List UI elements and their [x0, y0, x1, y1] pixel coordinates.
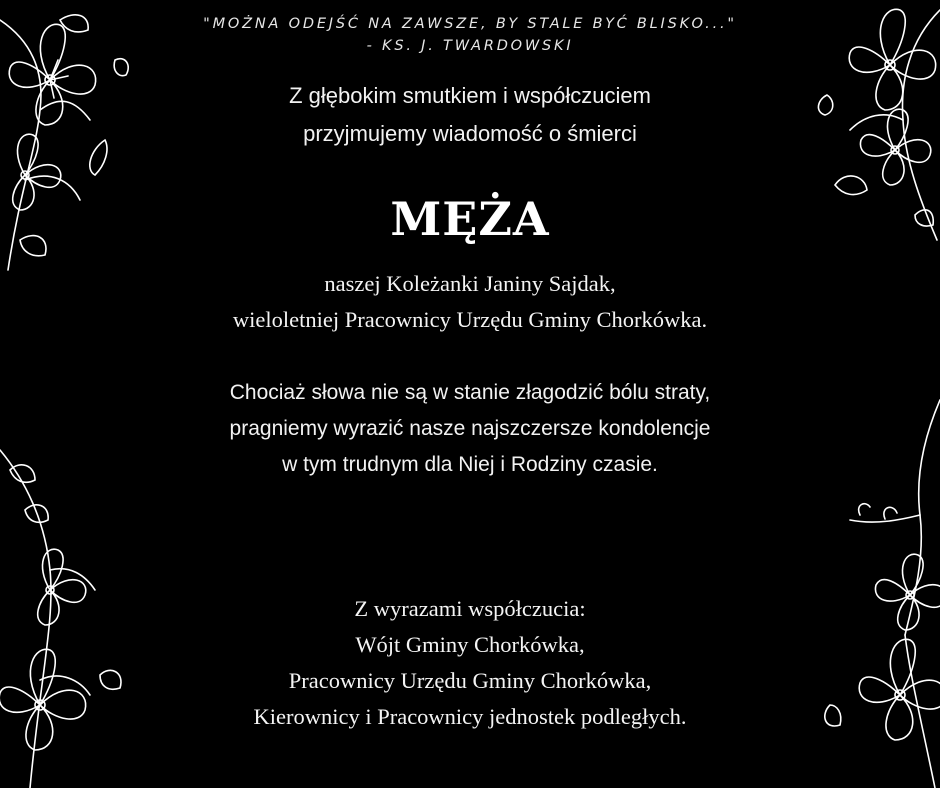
quote-author: - KS. J. TWARDOWSKI [366, 38, 574, 54]
quote-text: "MOŻNA ODEJŚĆ NA ZAWSZE, BY STALE BYĆ BLISKO..." [203, 16, 737, 32]
person-block [0, 266, 940, 338]
signature-line-2: Wójt Gminy Chorkówka, [355, 632, 585, 657]
intro-block [0, 77, 940, 153]
intro-line-2: przyjmujemy wiadomość o śmierci [303, 121, 637, 146]
intro-line-1: Z głębokim smutkiem i współczuciem [289, 83, 651, 108]
signature-line-3: Pracownicy Urzędu Gminy Chorkówka, [288, 668, 652, 693]
condolence-line-3: w tym trudnym dla Niej i Rodziny czasie. [282, 453, 658, 476]
person-line-2: wieloletniej Pracownicy Urzędu Gminy Chorkówka. [232, 307, 708, 332]
signature-block [0, 591, 940, 735]
condolence-line-2: pragniemy wyrazić nasze najszczersze kondolencje [229, 417, 711, 440]
condolence-line-1: Chociaż słowa nie są w stanie złagodzić bólu straty, [229, 381, 711, 404]
page-title: MĘŻA [390, 192, 550, 246]
quote-block [0, 13, 940, 57]
person-line-1: naszej Koleżanki Janiny Sajdak, [324, 271, 616, 296]
signature-line-1: Z wyrazami współczucia: [354, 596, 586, 621]
signature-line-4: Kierownicy i Pracownicy jednostek podległych. [253, 704, 687, 729]
condolence-block [0, 375, 940, 483]
